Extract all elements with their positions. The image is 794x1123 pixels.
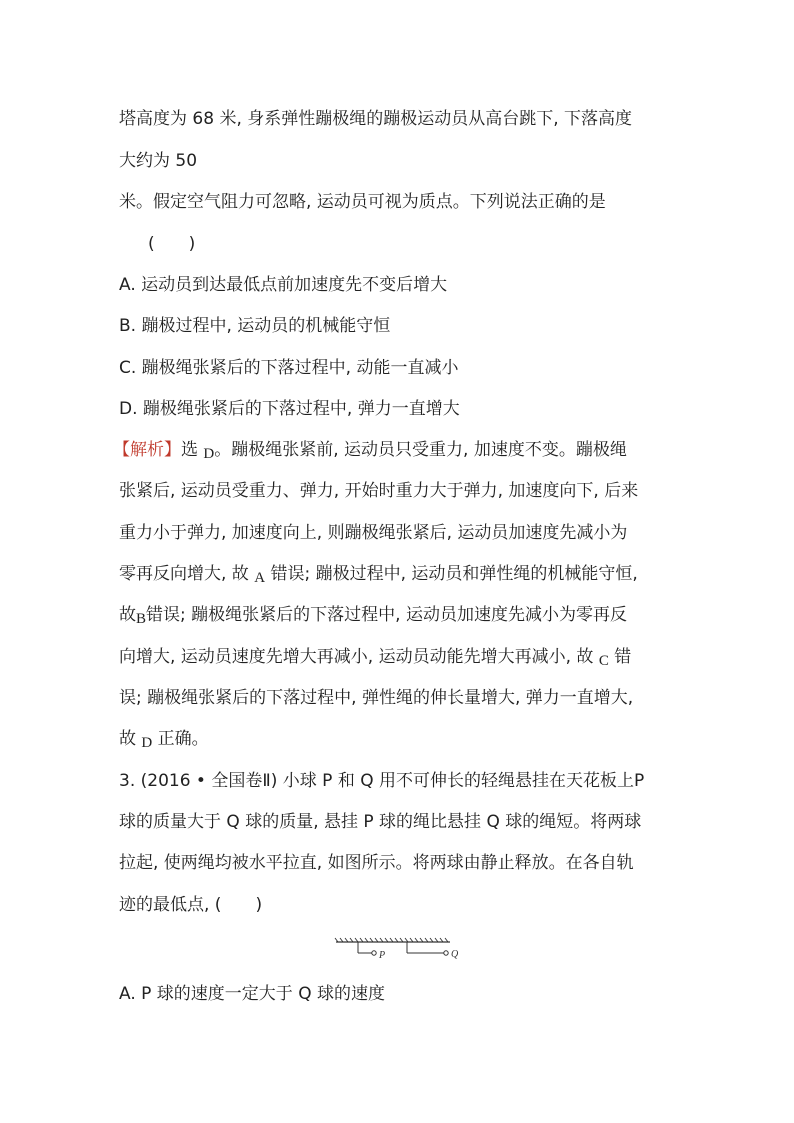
question-stem-line-2: 大约为 50 — [119, 151, 198, 171]
ceiling — [335, 938, 450, 942]
question-stem-line-3: 米。假定空气阻力可忽略, 运动员可视为质点。下列说法正确的是 — [119, 192, 606, 212]
option-c: C. 蹦极绳张紧后的下落过程中, 动能一直减小 — [119, 358, 459, 378]
option-b: B. 蹦极过程中, 运动员的机械能守恒 — [119, 316, 391, 336]
question3-stem-line-3: 拉起, 使两绳均被水平拉直, 如图所示。将两球由静止释放。在各自轨 — [119, 853, 634, 873]
option-letter: B — [136, 611, 147, 627]
question3-option-a: A. P 球的速度一定大于 Q 球的速度 — [119, 984, 385, 1004]
ball-p — [372, 951, 376, 955]
analysis-text: 错误; 蹦极绳张紧后的下落过程中, 运动员加速度先减小为零再反 — [146, 605, 627, 625]
analysis-line-1 — [113, 439, 627, 462]
option-letter: A — [254, 570, 266, 586]
question3-stem-line-2: 球的质量大于 Q 球的质量, 悬挂 P 球的绳比悬挂 Q 球的绳短。将两球 — [119, 812, 642, 832]
analysis-line-7: 误; 蹦极绳张紧后的下落过程中, 弹性绳的伸长量增大, 弹力一直增大, — [119, 688, 634, 708]
pendulum-q — [407, 942, 459, 960]
label-p: P — [379, 950, 386, 961]
analysis-line-3: 重力小于弹力, 加速度向上, 则蹦极绳张紧后, 运动员加速度先减小为 — [119, 523, 628, 543]
analysis-text: 选 — [181, 440, 204, 460]
analysis-tag: 【解析】 — [113, 440, 181, 460]
analysis-text: 零再反向增大, 故 — [119, 564, 255, 584]
analysis-line-6 — [119, 646, 631, 669]
option-letter: C — [598, 653, 609, 669]
pendulum-figure — [334, 936, 464, 966]
label-q: Q — [451, 949, 459, 960]
option-letter: D — [141, 735, 153, 751]
question3-stem-line-4: 迹的最低点, ( ) — [119, 895, 263, 915]
option-a: A. 运动员到达最低点前加速度先不变后增大 — [119, 275, 448, 295]
analysis-line-2: 张紧后, 运动员受重力、弹力, 开始时重力大于弹力, 加速度向下, 后来 — [119, 481, 639, 501]
ball-q — [444, 951, 448, 955]
analysis-text: 。蹦极绳张紧前, 运动员只受重力, 加速度不变。蹦极绳 — [214, 440, 627, 460]
analysis-text: 故 — [119, 605, 136, 625]
analysis-line-8 — [119, 728, 209, 751]
analysis-text: 正确。 — [152, 729, 209, 749]
analysis-text: 故 — [119, 729, 142, 749]
analysis-line-5 — [119, 604, 627, 627]
answer-blank: ( ) — [148, 234, 196, 254]
analysis-text: 错误; 蹦极过程中, 运动员和弹性绳的机械能守恒, — [265, 564, 638, 584]
pendulum-p — [358, 942, 385, 961]
question3-stem-line-1: 3. (2016 • 全国卷Ⅱ) 小球 P 和 Q 用不可伸长的轻绳悬挂在天花板上P — [119, 771, 645, 791]
analysis-text: 向增大, 运动员速度先增大再减小, 运动员动能先增大再减小, 故 — [119, 647, 599, 667]
option-d: D. 蹦极绳张紧后的下落过程中, 弹力一直增大 — [119, 399, 460, 419]
question-stem-line-1: 塔高度为 68 米, 身系弹性蹦极绳的蹦极运动员从高台跳下, 下落高度 — [119, 109, 633, 129]
analysis-text: 错 — [608, 647, 632, 667]
analysis-line-4 — [119, 563, 638, 586]
answer-letter: D — [203, 446, 215, 462]
